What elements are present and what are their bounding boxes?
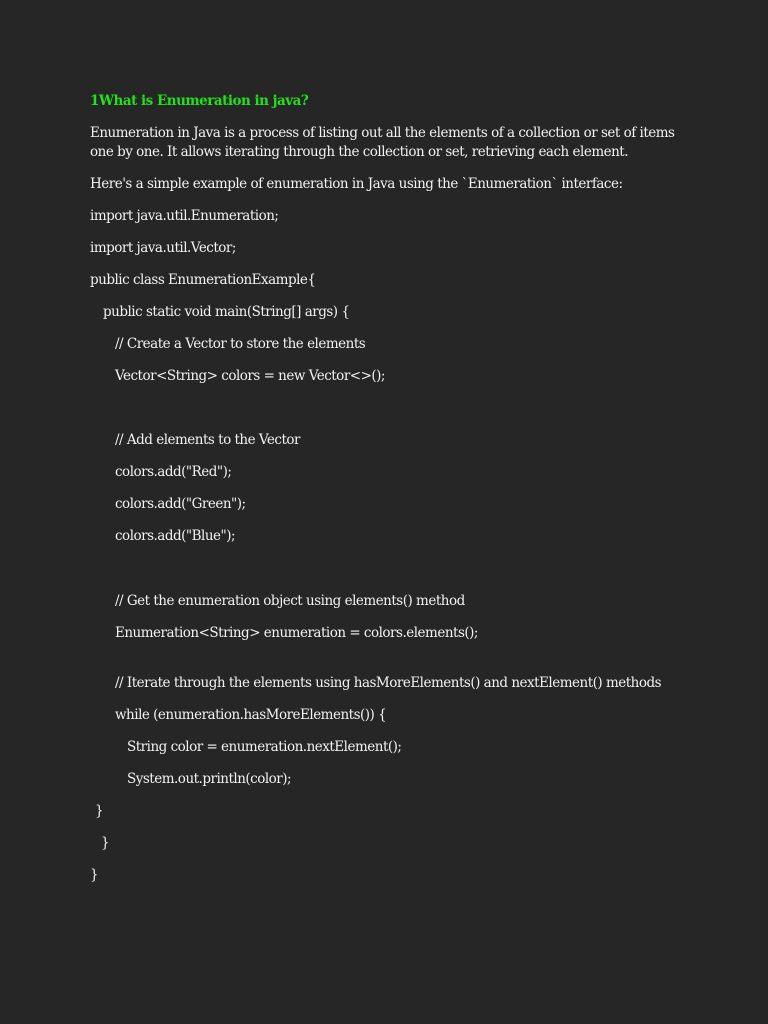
code-comment-line: // Create a Vector to store the elements	[115, 336, 366, 352]
code-comment-line: // Get the enumeration object using elements() method	[115, 593, 465, 609]
code-line: import java.util.Enumeration;	[90, 208, 279, 224]
code-line: colors.add("Red");	[115, 464, 232, 480]
code-line: import java.util.Vector;	[90, 240, 236, 256]
code-line: }	[95, 803, 104, 819]
code-line: Vector<String> colors = new Vector<>();	[115, 368, 385, 384]
code-line: while (enumeration.hasMoreElements()) {	[115, 707, 387, 723]
code-line: public class EnumerationExample{	[90, 272, 316, 288]
document-heading: 1What is Enumeration in java?	[90, 93, 309, 109]
code-line: colors.add("Green");	[115, 496, 246, 512]
code-line: System.out.println(color);	[127, 771, 292, 787]
code-line: colors.add("Blue");	[115, 528, 236, 544]
code-line: String color = enumeration.nextElement();	[127, 739, 402, 755]
code-line: }	[90, 867, 99, 883]
intro-paragraph: Enumeration in Java is a process of listing out all the elements of a collection or set of items one by one. It allows iterating through the collection or set, retrieving each element.	[90, 125, 675, 160]
example-intro-paragraph: Here's a simple example of enumeration in Java using the `Enumeration` interface:	[90, 176, 623, 192]
code-line: Enumeration<String> enumeration = colors.elements();	[115, 625, 478, 641]
code-line: public static void main(String[] args) {	[103, 304, 350, 320]
code-line: }	[101, 835, 110, 851]
code-comment-line: // Iterate through the elements using hasMoreElements() and nextElement() methods	[115, 675, 662, 691]
code-comment-line: // Add elements to the Vector	[115, 432, 300, 448]
